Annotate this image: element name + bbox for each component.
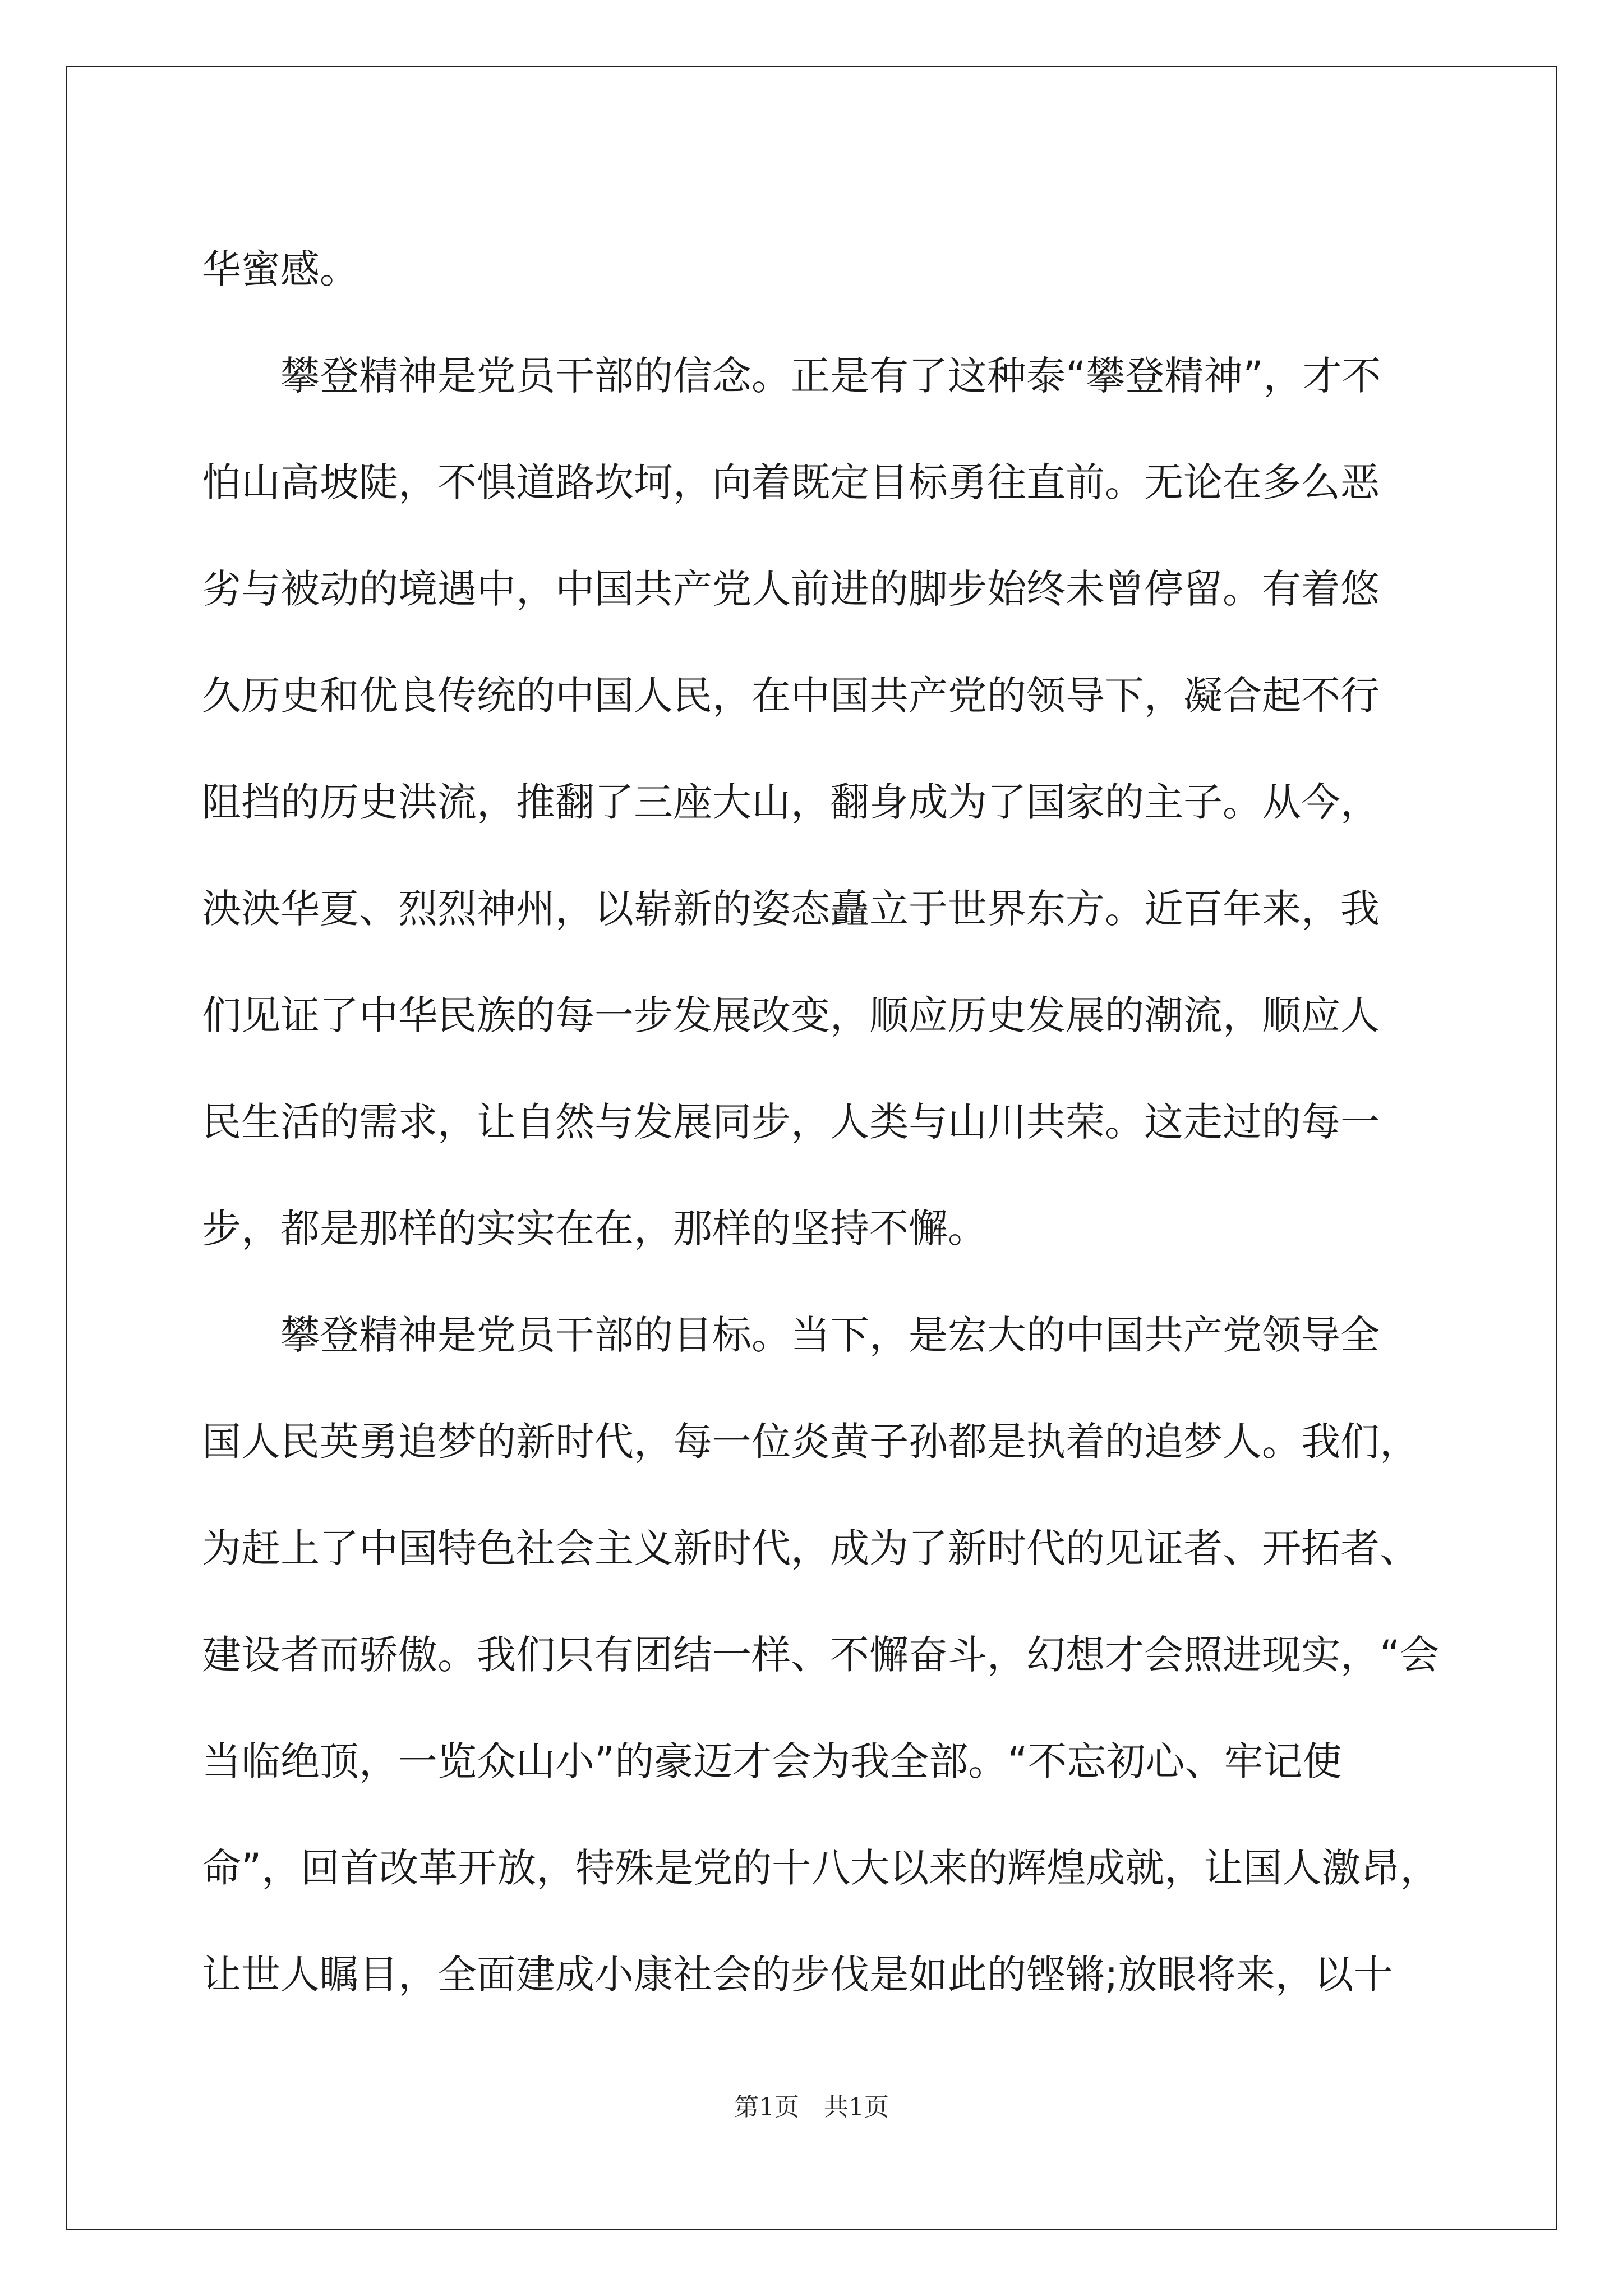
paragraph-line: 泱泱华夏、烈烈神州，以崭新的姿态矗立于世界东方。近百年来，我 [202,886,1380,932]
paragraph-line: 们见证了中华民族的每一步发展改变，顺应历史发展的潮流，顺应人 [202,992,1380,1038]
paragraph-line: 步，都是那样的实实在在，那样的坚持不懈。 [202,1205,987,1251]
paragraph-line: 为赶上了中国特色社会主义新时代，成为了新时代的见证者、开拓者、 [202,1525,1419,1571]
paragraph-line: 攀登精神是党员干部的目标。当下，是宏大的中国共产党领导全 [280,1312,1380,1358]
paragraph-line: 民生活的需求，让自然与发展同步，人类与山川共荣。这走过的每一 [202,1099,1380,1145]
paragraph-line: 建设者而骄傲。我们只有团结一样、不懈奋斗，幻想才会照进现实，“会 [202,1632,1440,1678]
paragraph-line: 华蜜感。 [202,246,359,292]
paragraph-line: 怕山高坡陡，不惧道路坎坷，向着既定目标勇往直前。无论在多么恶 [202,459,1380,505]
page-number-footer: 第1页 共1页 [734,2093,889,2122]
paragraph-line: 久历史和优良传统的中国人民，在中国共产党的领导下，凝合起不行 [202,673,1380,719]
paragraph-line: 国人民英勇追梦的新时代，每一位炎黄子孙都是执着的追梦人。我们， [202,1419,1419,1465]
paragraph-line: 让世人瞩目，全面建成小康社会的步伐是如此的铿锵;放眼将来，以十 [202,1952,1393,1998]
paragraph-line: 命”，回首改革开放，特殊是党的十八大以来的辉煌成就，让国人激昂， [202,1845,1440,1891]
paragraph-line: 劣与被动的境遇中，中国共产党人前进的脚步始终未曾停留。有着悠 [202,566,1380,612]
paragraph-line: 攀登精神是党员干部的信念。正是有了这种泰“攀登精神”，才不 [280,353,1381,399]
paragraph-line: 当临绝顶，一览众山小”的豪迈才会为我全部。“不忘初心、牢记使 [202,1738,1342,1784]
document-body [202,216,1440,2028]
paragraph-line: 阻挡的历史洪流，推翻了三座大山，翻身成为了国家的主子。从今， [202,779,1380,825]
